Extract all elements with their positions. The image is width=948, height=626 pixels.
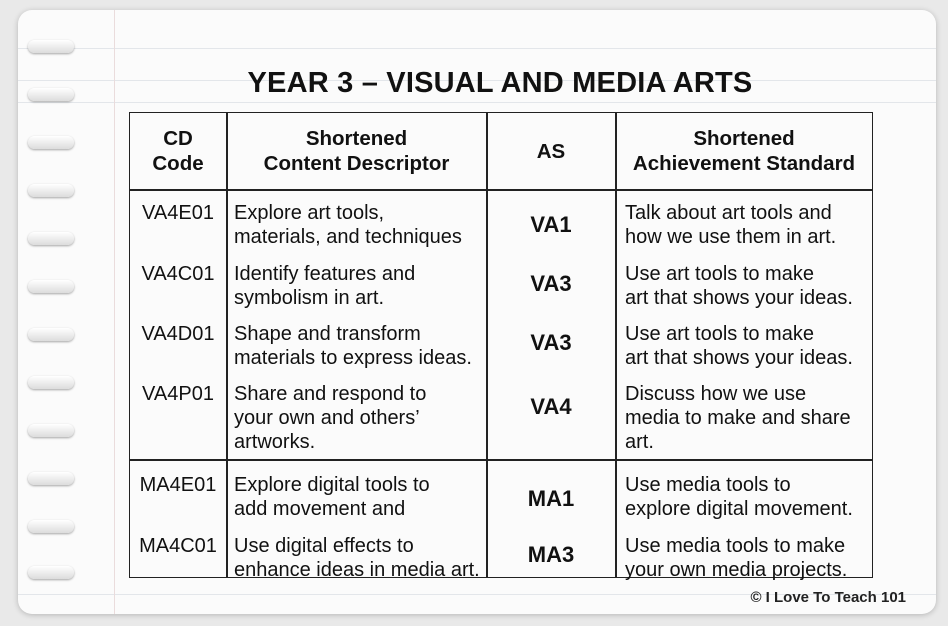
- row-descriptor: Explore art tools, materials, and techniques: [234, 202, 462, 248]
- header-standard: [616, 113, 872, 189]
- header-descriptor: [227, 113, 486, 189]
- spiral-ring: [28, 520, 74, 533]
- row-code: MA4C01: [139, 535, 217, 557]
- row-standard: Use art tools to make art that shows your ideas.: [625, 263, 853, 309]
- row-descriptor: Identify features and symbolism in art.: [234, 263, 416, 309]
- header-descriptor-line: Shortened: [305, 127, 408, 150]
- curriculum-table: [129, 112, 873, 581]
- row-code: VA4D01: [141, 323, 215, 345]
- row-as: VA3: [530, 330, 572, 355]
- row-as: MA1: [527, 486, 575, 511]
- page-title: YEAR 3 – VISUAL AND MEDIA ARTS: [247, 67, 753, 99]
- row-as: VA3: [530, 271, 572, 296]
- header-as: [487, 113, 615, 189]
- row-as: MA3: [527, 542, 575, 567]
- section-divider: [130, 459, 872, 461]
- spiral-ring: [28, 136, 74, 149]
- spiral-ring: [28, 184, 74, 197]
- row-descriptor: Explore digital tools to add movement and: [234, 474, 430, 520]
- row-standard: Discuss how we use media to make and share art.: [625, 383, 851, 453]
- spiral-ring: [28, 232, 74, 245]
- notebook-page: [18, 10, 936, 614]
- spiral-ring: [28, 424, 74, 437]
- row-descriptor: Shape and transform materials to express ideas.: [234, 323, 472, 369]
- row-descriptor: Share and respond to your own and others’ artworks.: [234, 383, 427, 453]
- row-code: VA4E01: [142, 202, 214, 224]
- ruled-line: [18, 48, 936, 49]
- header-standard-line: Shortened: [693, 127, 795, 150]
- spiral-ring: [28, 376, 74, 389]
- row-as: VA4: [530, 394, 572, 419]
- spiral-ring: [28, 566, 74, 579]
- margin-line: [114, 10, 115, 614]
- header-code-line: CD: [163, 127, 193, 150]
- row-standard: Use media tools to make your own media projects.: [625, 535, 848, 581]
- header-code: [130, 113, 226, 189]
- spiral-ring: [28, 328, 74, 341]
- header-divider: [130, 189, 872, 191]
- row-standard: Use media tools to explore digital movement.: [625, 474, 853, 520]
- row-code: MA4E01: [139, 474, 217, 496]
- header-descriptor-line: Content Descriptor: [263, 152, 450, 175]
- header-code-line: Code: [152, 152, 204, 175]
- header-standard-line: Achievement Standard: [632, 152, 856, 175]
- row-code: VA4P01: [142, 383, 214, 405]
- row-code: VA4C01: [141, 263, 215, 285]
- header-as-line: AS: [536, 139, 566, 163]
- row-standard: Talk about art tools and how we use them in art.: [625, 202, 837, 248]
- copyright-footer: © I Love To Teach 101: [750, 589, 906, 606]
- row-as: VA1: [530, 212, 572, 237]
- spiral-ring: [28, 472, 74, 485]
- row-descriptor: Use digital effects to enhance ideas in media art.: [234, 535, 480, 581]
- spiral-ring: [28, 280, 74, 293]
- spiral-ring: [28, 88, 74, 101]
- ruled-line: [18, 102, 936, 103]
- spiral-ring: [28, 40, 74, 53]
- row-standard: Use art tools to make art that shows your ideas.: [625, 323, 853, 369]
